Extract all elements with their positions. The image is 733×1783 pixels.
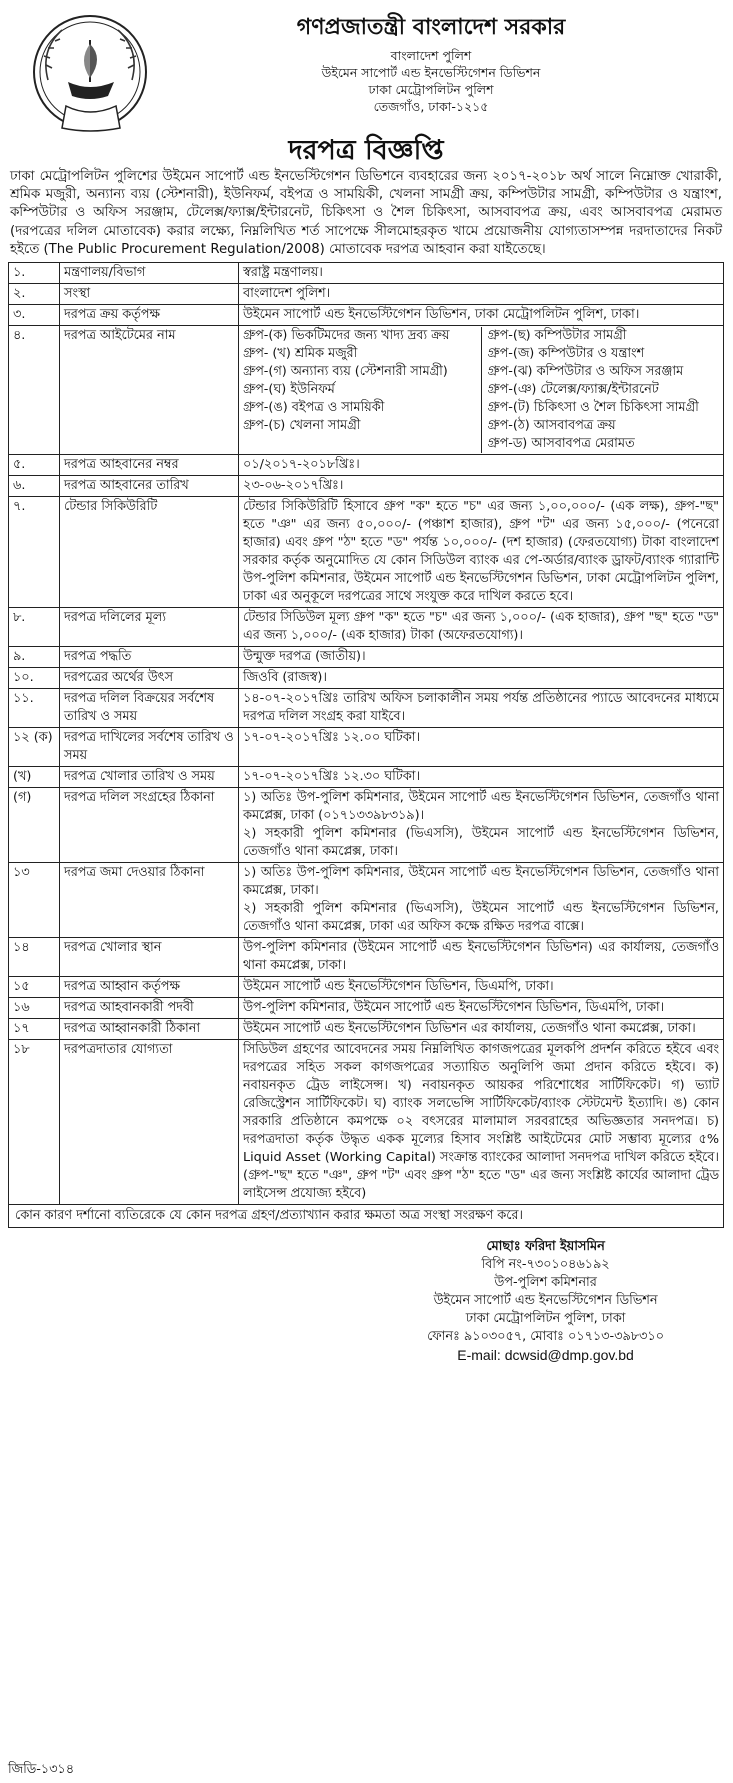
reservation-note: কোন কারণ দর্শানো ব্যতিরেকে যে কোন দরপত্র গ্রহণ/প্রত্যাখ্যান করার ক্ষমতা অত্র সংস্থা সংরক্ষণ করে। [8, 1205, 724, 1228]
row-label: দরপত্র আহবানের নম্বর [60, 455, 239, 476]
address-line: ২) সহকারী পুলিশ কমিশনার (ভিএসসি), উইমেন সাপোর্ট এন্ড ইনভেস্টিগেশন ডিভিশন, তেজগাঁও থানা কমপ্লেক্স, ঢাকা। [243, 826, 719, 860]
row-value [239, 863, 724, 938]
list-item: গ্রুপ-ড) আসবাবপত্র মেরামত [487, 436, 635, 452]
row-number: (খ) [9, 767, 60, 788]
row-number: ১৭ [9, 1019, 60, 1040]
row-value: টেন্ডার সিকিউরিটি হিসাবে গ্রুপ "ক" হতে "চ" এর জন্য ১,০০,০০০/- (এক লক্ষ), গ্রুপ-"ছ" হতে "ঞ" এর জন্য ৫০,০০০/- (পঞ্চাশ হাজার), গ্রুপ "ট" এর জন্য ১৫,০০০/- (পনেরো হাজার) এবং গ্রুপ "ঠ" হতে "ড" পর্যন্ত ১০,০০০/- (দশ হাজার) (ফেরতযোগ্য) টাকা বাংলাদেশ সরকার কর্তৃক অনুমোদিত যে কোন সিডিউল ব্যাংক এর পে-অর্ডার/ব্যাংক ড্রাফট/ব্যাংক গ্যারান্টি উপ-পুলিশ কমিশনার, উইমেন সাপোর্ট এন্ড ইনভেস্টিগেশন ডিভিশন, ঢাকা মেট্রোপলিটন পুলিশ, ঢাকা এর অনুকূলে দরপত্রের সাথে সংযুক্ত করে দাখিল করতে হবে। [239, 497, 724, 608]
signatory-email: E-mail: dcwsid@dmp.gov.bd [457, 1347, 634, 1364]
header [8, 8, 724, 164]
row-value: বাংলাদেশ পুলিশ। [239, 284, 724, 305]
row-label: দরপত্র পদ্ধতি [60, 647, 239, 668]
row-label: দরপত্র জমা দেওয়ার ঠিকানা [60, 863, 239, 938]
address-line: ১) অতিঃ উপ-পুলিশ কমিশনার, উইমেন সাপোর্ট এন্ড ইনভেস্টিগেশন ডিভিশন, তেজগাঁও থানা কমপ্লেক্স, ঢাকা। [243, 865, 719, 899]
list-item: গ্রুপ-(ছ) কম্পিউটার সামগ্রী [487, 328, 627, 344]
table-row [9, 263, 724, 284]
table-row [9, 284, 724, 305]
row-value: উইমেন সাপোর্ট এন্ড ইনভেস্টিগেশন ডিভিশন, ঢাকা মেট্রোপলিটন পুলিশ, ঢাকা। [239, 305, 724, 326]
row-value: উপ-পুলিশ কমিশনার, উইমেন সাপোর্ট এন্ড ইনভেস্টিগেশন ডিভিশন, ডিএমপি, ঢাকা। [239, 998, 724, 1019]
row-label: টেন্ডার সিকিউরিটি [60, 497, 239, 608]
list-item: গ্রুপ-(ঝ) কম্পিউটার ও অফিস সরঞ্জাম [487, 364, 684, 380]
row-number: ৮. [9, 608, 60, 647]
row-value: ১৭-০৭-২০১৭খ্রিঃ ১২.০০ ঘটিকা। [239, 728, 724, 767]
signatory-org: ঢাকা মেট্রোপলিটন পুলিশ, ঢাকা [465, 1311, 626, 1327]
row-number: ১৫ [9, 977, 60, 998]
list-item: গ্রুপ- (খ) শ্রমিক মজুরী [243, 346, 358, 362]
table-row [9, 767, 724, 788]
table-row [9, 647, 724, 668]
row-number: ৪. [9, 326, 60, 455]
row-number: ১৮ [9, 1040, 60, 1205]
row-label: দরপত্রের অর্থের উৎস [60, 668, 239, 689]
table-row [9, 689, 724, 728]
signatory [427, 1238, 664, 1364]
row-value: সিডিউল গ্রহণের আবেদনের সময় নিম্নলিখিত কাগজপত্রের মূলকপি প্রদর্শন করিতে হইবে এবং দরপত্রের সহিত সকল কাগজপত্রের সত্যায়িত অনুলিপি জমা প্রদান করিতে হইবে। ক) নবায়নকৃত ট্রেড লাইসেন্স। খ) নবায়নকৃত আয়কর পরিশোধের সার্টিফিকেট। গ) ভ্যাট রেজিস্ট্রেশন সার্টিফিকেট। ঘ) ব্যাংক সলভেন্সি সার্টিফিকেট/ব্যাংক স্টেটমেন্ট ইত্যাদি। ঙ) কোন সরকারি প্রতিষ্ঠানে কমপক্ষে ০২ বৎসরের মালামাল সরবরাহের অভিজ্ঞতার সনদপত্র। চ) দরপত্রদাতা কর্তৃক উদ্ধৃত একক মূল্যের হিসাব সংশ্লিষ্ট আইটেমের মোট সম্ভাব্য মূল্যের ৫% Liquid Asset (Working Capital) সংক্রান্ত ব্যাংকের আলাদা সনদপত্র দাখিল করিতে হইবে। (গ্রুপ-"ছ" হতে "ঞ", গ্রুপ "ট" এবং গ্রুপ "ঠ" হতে "ড" এর জন্য সংশ্লিষ্ট কার্যের আলাদা ট্রেড লাইসেন্স প্রযোজ্য হইবে) [239, 1040, 724, 1205]
list-item: গ্রুপ-(ঠ) আসবাবপত্র ক্রয় [487, 418, 616, 434]
row-value: স্বরাষ্ট্র মন্ত্রণালয়। [239, 263, 724, 284]
address-line: ২) সহকারী পুলিশ কমিশনার (ভিএসসি), উইমেন সাপোর্ট এন্ড ইনভেস্টিগেশন ডিভিশন, তেজগাঁও থানা কমপ্লেক্স, ঢাকা এর অফিস কক্ষে রক্ষিত দরপত্র বাক্সে। [243, 901, 719, 935]
row-number: ৬. [9, 476, 60, 497]
list-item: গ্রুপ-(গ) অন্যান্য ব্যয় (স্টেশনারী সামগ্রী) [243, 364, 448, 380]
row-value [239, 326, 724, 455]
row-label: দরপত্র ক্রয় কর্তৃপক্ষ [60, 305, 239, 326]
list-item: গ্রুপ-(ক) ভিকটিমদের জন্য খাদ্য দ্রব্য ক্রয় [243, 328, 450, 344]
row-label: মন্ত্রণালয়/বিভাগ [60, 263, 239, 284]
department: বাংলাদেশ পুলিশ [390, 48, 472, 63]
signatory-bp: বিপি নং-৭৩০১০৪৬১৯২ [481, 1257, 610, 1273]
table-row [9, 863, 724, 938]
government-name: গণপ্রজাতন্ত্রী বাংলাদেশ সরকার [296, 14, 566, 40]
row-value: উপ-পুলিশ কমিশনার (উইমেন সাপোর্ট এন্ড ইনভেস্টিগেশন ডিভিশন) এর কার্যালয়, তেজগাঁও থানা কমপ্লেক্স, ঢাকা। [239, 938, 724, 977]
row-label: দরপত্র দলিল সংগ্রহের ঠিকানা [60, 788, 239, 863]
row-value: টেন্ডার সিডিউল মূল্য গ্রুপ "ক" হতে "চ" এর জন্য ১,০০০/- (এক হাজার), গ্রুপ "ছ" হতে "ড" এর জন্য ১,০০০/- (এক হাজার) টাকা (অফেরতযোগ্য)। [239, 608, 724, 647]
row-number: ৭. [9, 497, 60, 608]
tender-details-table [8, 262, 724, 1205]
gd-code: জিডি-১৩১৪ [8, 1762, 75, 1777]
row-label: দরপত্র আহ্বানকারী ঠিকানা [60, 1019, 239, 1040]
notice-title: দরপত্র বিজ্ঞপ্তি [288, 135, 444, 166]
table-row [9, 728, 724, 767]
table-row [9, 977, 724, 998]
list-item: গ্রুপ-(ঙ) বইপত্র ও সাময়িকী [243, 400, 385, 416]
table-row [9, 326, 724, 455]
row-number: ১২ (ক) [9, 728, 60, 767]
table-row [9, 668, 724, 689]
list-item: গ্রুপ-(ঞ) টেলেক্স/ফ্যাক্স/ইন্টারনেট [487, 382, 659, 398]
row-number: ১৬ [9, 998, 60, 1019]
table-row [9, 455, 724, 476]
row-number: ৯. [9, 647, 60, 668]
row-value [239, 788, 724, 863]
signatory-division: উইমেন সাপোর্ট এন্ড ইনভেস্টিগেশন ডিভিশন [433, 1293, 658, 1309]
row-number: (গ) [9, 788, 60, 863]
row-label: দরপত্র আইটেমের নাম [60, 326, 239, 455]
police-seal-icon [28, 10, 156, 142]
item-groups-right [488, 327, 720, 453]
item-groups-left [243, 327, 482, 453]
row-label: দরপত্রদাতার যোগ্যতা [60, 1040, 239, 1205]
table-row [9, 938, 724, 977]
table-row [9, 476, 724, 497]
row-label: দরপত্র দলিলের মূল্য [60, 608, 239, 647]
address-line: ১) অতিঃ উপ-পুলিশ কমিশনার, উইমেন সাপোর্ট এন্ড ইনভেস্টিগেশন ডিভিশন, তেজগাঁও থানা কমপ্লেক্স, ঢাকা (০১৭১৩৩৯৮৩১৯)। [243, 790, 719, 824]
row-label: দরপত্র দাখিলের সর্বশেষ তারিখ ও সময় [60, 728, 239, 767]
row-number: ১. [9, 263, 60, 284]
table-row [9, 998, 724, 1019]
table-row [9, 608, 724, 647]
row-label: দরপত্র আহবানের তারিখ [60, 476, 239, 497]
row-value: জিওবি (রাজস্ব)। [239, 668, 724, 689]
list-item: গ্রুপ-(জ) কম্পিউটার ও যন্ত্রাংশ [487, 346, 645, 362]
signature-block [8, 1238, 724, 1366]
table-row [9, 497, 724, 608]
row-value: উইমেন সাপোর্ট এন্ড ইনভেস্টিগেশন ডিভিশন এর কার্যালয়, তেজগাঁও থানা কমপ্লেক্স, ঢাকা। [239, 1019, 724, 1040]
row-value: ০১/২০১৭-২০১৮খ্রিঃ। [239, 455, 724, 476]
list-item: গ্রুপ-(চ) খেলনা সামগ্রী [243, 418, 361, 434]
table-row [9, 788, 724, 863]
row-number: ৫. [9, 455, 60, 476]
metro-police: ঢাকা মেট্রোপলিটন পুলিশ [368, 82, 494, 97]
table-row [9, 1019, 724, 1040]
row-label: দরপত্র খোলার তারিখ ও সময় [60, 767, 239, 788]
row-number: ১১. [9, 689, 60, 728]
list-item: গ্রুপ-(ঘ) ইউনিফর্ম [243, 382, 335, 398]
row-label: দরপত্র খোলার স্থান [60, 938, 239, 977]
signatory-name: মোছাঃ ফরিদা ইয়াসমিন [486, 1239, 605, 1255]
row-number: ১৩ [9, 863, 60, 938]
header-lines [138, 8, 724, 115]
row-label: দরপত্র আহবানকারী পদবী [60, 998, 239, 1019]
row-number: ১৪ [9, 938, 60, 977]
office-address: তেজগাঁও, ঢাকা-১২১৫ [373, 99, 489, 114]
signatory-designation: উপ-পুলিশ কমিশনার [494, 1275, 597, 1291]
row-value: উইমেন সাপোর্ট এন্ড ইনভেস্টিগেশন ডিভিশন, ডিএমপি, ঢাকা। [239, 977, 724, 998]
item-groups [243, 327, 719, 453]
row-number: ৩. [9, 305, 60, 326]
row-label: দরপত্র দলিল বিক্রয়ের সর্বশেষ তারিখ ও সময় [60, 689, 239, 728]
row-value: উন্মুক্ত দরপত্র (জাতীয়)। [239, 647, 724, 668]
division-name: উইমেন সাপোর্ট এন্ড ইনভেস্টিগেশন ডিভিশন [321, 65, 541, 80]
signatory-phone: ফোনঃ ৯১০৩০৫৭, মোবাঃ ০১৭১৩-৩৯৮৩১০ [427, 1329, 664, 1345]
row-value: ১৭-০৭-২০১৭খ্রিঃ ১২.৩০ ঘটিকা। [239, 767, 724, 788]
row-label: সংস্থা [60, 284, 239, 305]
table-row [9, 305, 724, 326]
table-row [9, 1040, 724, 1205]
list-item: গ্রুপ-(ট) চিকিৎসা ও শৈল চিকিৎসা সামগ্রী [487, 400, 699, 416]
row-number: ১০. [9, 668, 60, 689]
intro-paragraph: ঢাকা মেট্রোপলিটন পুলিশের উইমেন সাপোর্ট এন্ড ইনভেস্টিগেশন ডিভিশনে ব্যবহারের জন্য ২০১৭-২০১৮ অর্থ সালে নিম্নোক্ত খোরাকী, শ্রমিক মজুরী, অন্যান্য ব্যয় (স্টেশনারী), ইউনিফর্ম, বইপত্র ও সাময়িকী, খেলনা সামগ্রী ক্রয়, কম্পিউটার সামগ্রী, কম্পিউটার ও যন্ত্রাংশ, কম্পিউটার ও অফিস সরঞ্জাম, টেলেক্স/ফ্যাক্স/ইন্টারনেট, চিকিৎসা ও শৈল চিকিৎসা, আসবাবপত্র ক্রয়, এবং আসবাবপত্র মেরামত (দরপত্রের দলিল মোতাবেক) করার লক্ষ্যে, নিম্নলিখিত শর্ত সাপেক্ষে সীলমোহরকৃত খামে প্রয়োজনীয় যোগ্যতাসম্পন্ন দরদাতাদের নিকট হইতে (The Public Procurement Regulation/2008) মোতাবেক দরপত্র আহবান করা যাইতেছে। [10, 169, 722, 257]
row-label: দরপত্র আহ্বান কর্তৃপক্ষ [60, 977, 239, 998]
row-value: ১৪-০৭-২০১৭খ্রিঃ তারিখ অফিস চলাকালীন সময় পর্যন্ত প্রতিষ্ঠানের প্যাডে আবেদনের মাধ্যমে দরপত্র দলিল সংগ্রহ করা যাইবে। [239, 689, 724, 728]
row-number: ২. [9, 284, 60, 305]
row-value: ২৩-০৬-২০১৭খ্রিঃ। [239, 476, 724, 497]
tender-notice-page [8, 8, 724, 1366]
